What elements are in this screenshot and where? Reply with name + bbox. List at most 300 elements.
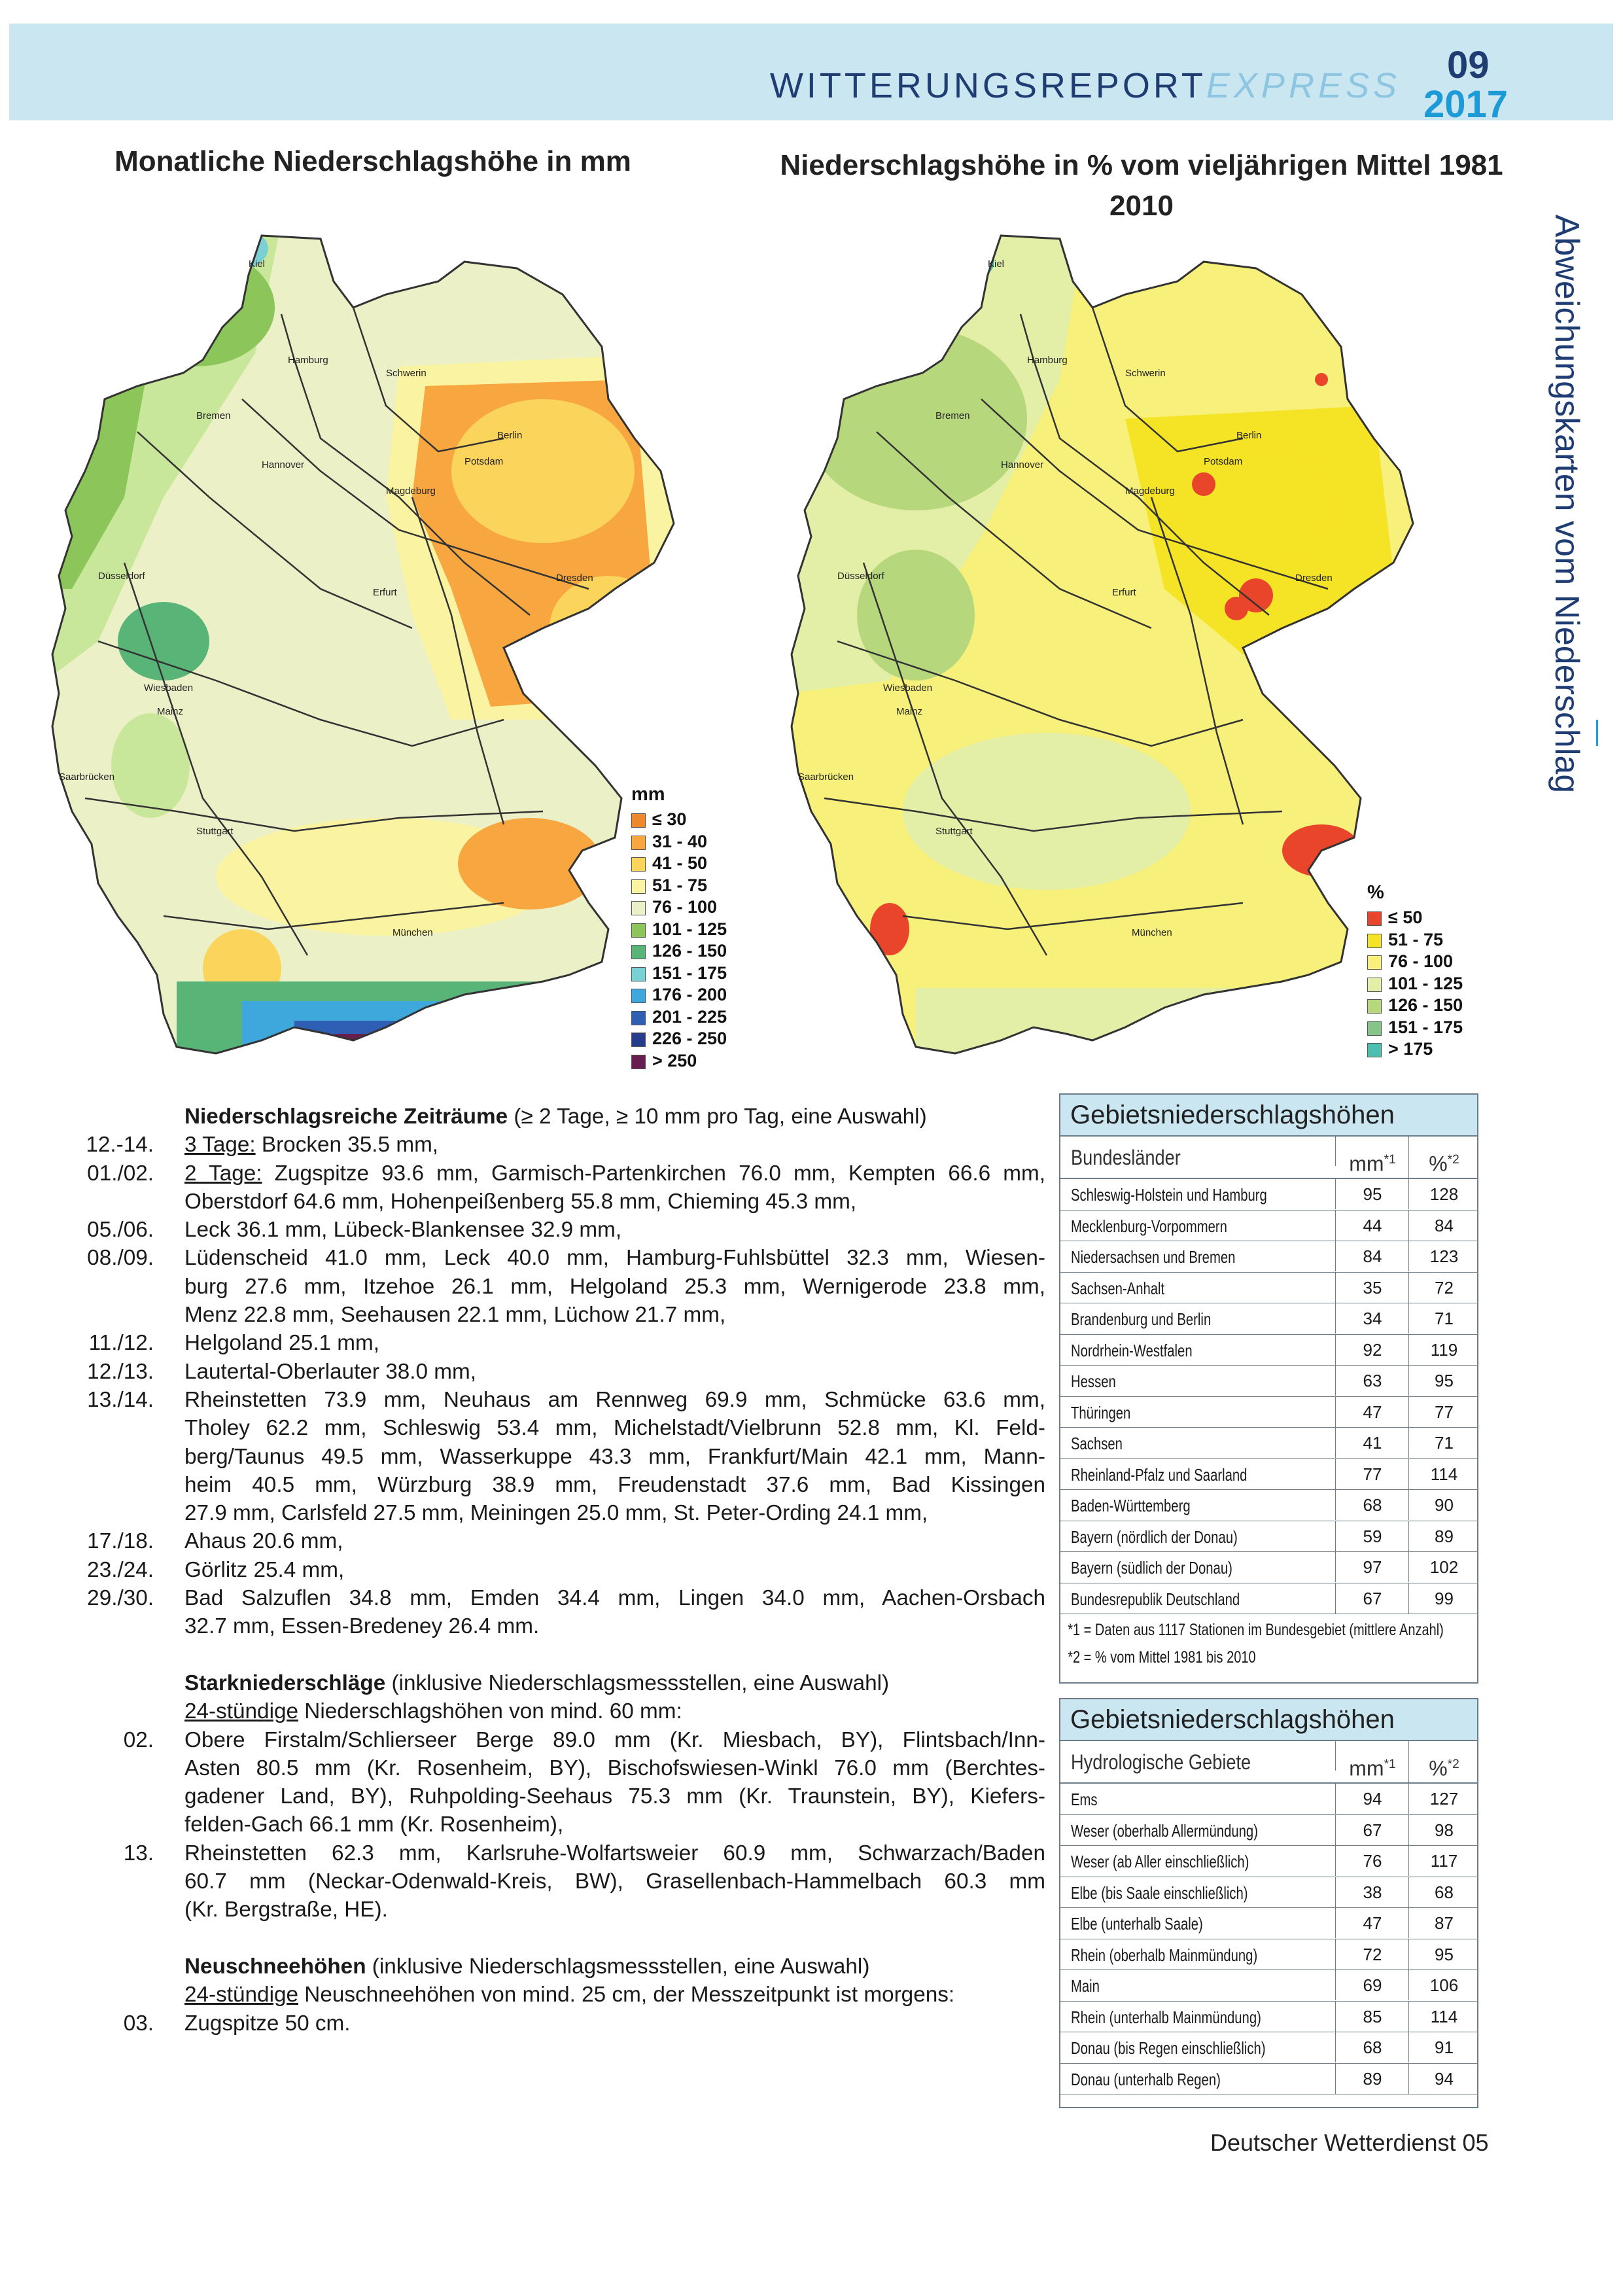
report-line-content: 60.7 mm (Neckar-Odenwald-Kreis, BW), Grasellenbach-Hammelbach 60.3 mm bbox=[184, 1869, 1045, 1894]
report-line bbox=[39, 1216, 1047, 1244]
table-cell-percent: 68 bbox=[1408, 1877, 1479, 1907]
report-line bbox=[39, 1726, 1047, 1754]
report-line-text bbox=[184, 1414, 1045, 1442]
report-line-date: 11./12. bbox=[88, 1331, 154, 1356]
table-cell-percent: 106 bbox=[1408, 1970, 1479, 2000]
table-cell-percent: 102 bbox=[1408, 1552, 1479, 1582]
table-row bbox=[1060, 1877, 1477, 1909]
legend-mm-swatch bbox=[631, 923, 646, 938]
report-line-content: 32.7 mm, Essen-Bredeney 26.4 mm. bbox=[184, 1614, 540, 1639]
table-cell-name: Bayern (südlich der Donau) bbox=[1071, 1558, 1232, 1578]
sidebar-title bbox=[1534, 190, 1599, 818]
report-line bbox=[39, 1159, 1047, 1188]
table-cell-mm: 89 bbox=[1335, 2064, 1409, 2094]
report-line-content: Tholey 62.2 mm, Schleswig 53.4 mm, Michelstadt/Vielbrunn 52.8 mm, Kl. Feld- bbox=[184, 1416, 1045, 1441]
col-mm-label: mm bbox=[1349, 1152, 1384, 1176]
table-states bbox=[1059, 1093, 1478, 1684]
report-line-content: Ahaus 20.6 mm, bbox=[184, 1529, 343, 1554]
report-line bbox=[39, 1839, 1047, 1867]
city-label-wiesbaden: Wiesbaden bbox=[144, 682, 194, 694]
table-cell-name: Brandenburg und Berlin bbox=[1071, 1309, 1212, 1329]
legend-mm-label: 41 - 50 bbox=[652, 853, 708, 873]
col-percent-label: % bbox=[1429, 1756, 1448, 1780]
legend-percent-unit: % bbox=[1367, 882, 1384, 903]
city-label-berlin: Berlin bbox=[1236, 430, 1262, 441]
report-line-text bbox=[184, 1471, 1045, 1499]
table-basins-col-name: Hydrologische Gebiete bbox=[1071, 1750, 1251, 1774]
page-footer: Deutscher Wetterdienst 05 bbox=[1210, 2129, 1489, 2156]
precipitation-map-mm bbox=[46, 222, 713, 1073]
report-line-text bbox=[184, 1159, 1045, 1188]
city-label-hamburg: Hamburg bbox=[288, 355, 328, 366]
table-cell-percent: 94 bbox=[1408, 2064, 1479, 2094]
map-left-title: Monatliche Niederschlagshöhe in mm bbox=[114, 145, 631, 177]
table-cell-name: Hessen bbox=[1071, 1371, 1116, 1391]
col-mm-footnote: *1 bbox=[1384, 1153, 1396, 1167]
report-line-text bbox=[184, 1329, 1045, 1357]
legend-percent-swatch bbox=[1367, 1043, 1382, 1057]
legend-percent-label: 126 - 150 bbox=[1388, 995, 1463, 1015]
legend-mm-label: 31 - 40 bbox=[652, 831, 708, 851]
table-cell-percent: 84 bbox=[1408, 1210, 1479, 1241]
report-line-content: Rheinstetten 73.9 mm, Neuhaus am Rennweg 69.9 mm, Schmücke 63.6 mm, bbox=[184, 1387, 1045, 1412]
table-cell-name: Thüringen bbox=[1071, 1402, 1131, 1422]
table-cell-name: Niedersachsen und Bremen bbox=[1071, 1247, 1236, 1267]
report-line bbox=[39, 1471, 1047, 1499]
city-label-duesseldorf: Düsseldorf bbox=[837, 571, 884, 582]
report-line bbox=[39, 1131, 1047, 1159]
section-heading-heavy-precip bbox=[39, 1669, 1047, 1697]
report-line-text bbox=[184, 1527, 1045, 1555]
city-label-wiesbaden: Wiesbaden bbox=[883, 682, 933, 694]
legend-mm-label: 51 - 75 bbox=[652, 875, 708, 895]
table-cell-percent: 114 bbox=[1408, 1459, 1479, 1489]
table-cell-percent: 71 bbox=[1408, 1303, 1479, 1333]
table-row bbox=[1060, 1241, 1477, 1273]
issue-year: 2017 bbox=[1423, 83, 1509, 126]
table-cell-mm: 47 bbox=[1335, 1397, 1409, 1427]
report-line-content: Brocken 35.5 mm, bbox=[255, 1133, 439, 1157]
table-states-col-percent bbox=[1408, 1137, 1479, 1178]
table-row bbox=[1060, 1583, 1477, 1615]
report-line-content: heim 40.5 mm, Würzburg 38.9 mm, Freudenstadt 37.6 mm, Bad Kissingen bbox=[184, 1472, 1045, 1497]
table-cell-percent: 127 bbox=[1408, 1784, 1479, 1814]
report-line-date: 05./06. bbox=[87, 1218, 154, 1243]
report-line bbox=[39, 1244, 1047, 1272]
subheading-heavy-precip bbox=[39, 1697, 1047, 1725]
legend-percent-item bbox=[1367, 1017, 1498, 1040]
table-row bbox=[1060, 2002, 1477, 2033]
table-cell-percent: 114 bbox=[1408, 2002, 1479, 2032]
table-cell-percent: 89 bbox=[1408, 1521, 1479, 1551]
report-line-content: Asten 80.5 mm (Kr. Rosenheim, BY), Bischofswiesen-Winkl 76.0 mm (Berchtes- bbox=[184, 1756, 1045, 1780]
report-line-content: Oberstdorf 64.6 mm, Hohenpeißenberg 55.8 mm, Chieming 45.3 mm, bbox=[184, 1189, 857, 1214]
legend-mm-swatch bbox=[631, 1055, 646, 1069]
table-cell-mm: 97 bbox=[1335, 1552, 1409, 1582]
legend-mm-label: 201 - 225 bbox=[652, 1006, 727, 1027]
table-cell-percent: 128 bbox=[1408, 1179, 1479, 1209]
table-states-note-1: *1 = Daten aus 1117 Stationen im Bundesgebiet (mittlere Anzahl) bbox=[1068, 1621, 1444, 1639]
heading-new-snow: Neuschneehöhen bbox=[184, 1954, 366, 1979]
city-label-hannover: Hannover bbox=[1001, 459, 1044, 470]
legend-mm-item bbox=[631, 919, 762, 942]
report-line-text bbox=[184, 1782, 1045, 1810]
precipitation-map-percent bbox=[785, 222, 1439, 1073]
table-row bbox=[1060, 2032, 1477, 2064]
report-line bbox=[39, 1612, 1047, 1640]
table-cell-name: Rhein (oberhalb Mainmündung) bbox=[1071, 1945, 1258, 1965]
map-right-title: Niederschlagshöhe in % vom vieljährigen Mittel 1981 2010 bbox=[780, 149, 1503, 222]
report-line-date: 01./02. bbox=[87, 1161, 154, 1186]
report-line bbox=[39, 1896, 1047, 1924]
city-label-berlin: Berlin bbox=[497, 430, 523, 441]
table-cell-name: Weser (oberhalb Allermündung) bbox=[1071, 1820, 1258, 1841]
table-cell-name: Rheinland-Pfalz und Saarland bbox=[1071, 1464, 1248, 1485]
table-river-basins bbox=[1059, 1698, 1478, 2108]
report-line-text bbox=[184, 1584, 1045, 1612]
legend-mm-swatch bbox=[631, 857, 646, 872]
sidebar-marker bbox=[1596, 720, 1598, 746]
subheading-new-snow-rest: Neuschneehöhen von mind. 25 cm, der Messzeitpunkt ist morgens: bbox=[298, 1983, 955, 2007]
report-line-text bbox=[184, 1726, 1045, 1754]
report-line-text bbox=[184, 1244, 1045, 1272]
report-line-date: 02. bbox=[123, 1727, 154, 1752]
table-cell-mm: 68 bbox=[1335, 2032, 1409, 2062]
table-cell-percent: 119 bbox=[1408, 1335, 1479, 1365]
city-label-muenchen: München bbox=[393, 927, 433, 938]
table-cell-percent: 91 bbox=[1408, 2032, 1479, 2062]
report-line-date: 29./30. bbox=[87, 1586, 154, 1611]
legend-mm-item bbox=[631, 809, 762, 832]
city-label-dresden: Dresden bbox=[1295, 573, 1333, 584]
table-cell-name: Sachsen-Anhalt bbox=[1071, 1278, 1165, 1298]
report-line bbox=[39, 1188, 1047, 1216]
report-line bbox=[39, 1358, 1047, 1386]
city-label-magdeburg: Magdeburg bbox=[1125, 486, 1175, 497]
report-line bbox=[39, 1527, 1047, 1555]
city-label-erfurt: Erfurt bbox=[1112, 587, 1136, 598]
table-cell-name: Sachsen bbox=[1071, 1434, 1123, 1453]
table-cell-percent: 95 bbox=[1408, 1366, 1479, 1396]
table-states-col-mm bbox=[1335, 1137, 1409, 1176]
report-line-content: Menz 22.8 mm, Seehausen 22.1 mm, Lüchow 21.7 mm, bbox=[184, 1303, 726, 1328]
table-basins-col-percent bbox=[1408, 1741, 1479, 1782]
legend-mm-swatch bbox=[631, 836, 646, 850]
table-cell-mm: 59 bbox=[1335, 1521, 1409, 1551]
legend-mm-swatch bbox=[631, 945, 646, 959]
col-mm-footnote: *1 bbox=[1384, 1757, 1396, 1771]
legend-mm-swatch bbox=[631, 813, 646, 828]
legend-percent-swatch bbox=[1367, 934, 1382, 948]
table-cell-name: Schleswig-Holstein und Hamburg bbox=[1071, 1185, 1267, 1205]
report-line-text bbox=[184, 1131, 1045, 1159]
table-cell-mm: 68 bbox=[1335, 1490, 1409, 1520]
legend-percent-swatch bbox=[1367, 978, 1382, 992]
table-cell-name: Nordrhein-Westfalen bbox=[1071, 1340, 1193, 1360]
table-cell-mm: 94 bbox=[1335, 1784, 1409, 1814]
legend-percent bbox=[1367, 882, 1498, 1061]
table-basins-header bbox=[1060, 1741, 1477, 1784]
report-line-content: (Kr. Bergstraße, HE). bbox=[184, 1898, 388, 1922]
report-line-date: 17./18. bbox=[87, 1529, 154, 1554]
city-label-schwerin: Schwerin bbox=[1125, 368, 1166, 379]
table-cell-name: Bayern (nördlich der Donau) bbox=[1071, 1527, 1238, 1547]
legend-mm-item bbox=[631, 1007, 762, 1029]
subheading-new-snow-underlined: 24-stündige bbox=[184, 1983, 299, 2007]
legend-mm-label: 226 - 250 bbox=[652, 1029, 727, 1048]
col-percent-footnote: *2 bbox=[1447, 1153, 1459, 1167]
report-line-text bbox=[184, 1754, 1045, 1782]
precipitation-map-percent-svg bbox=[785, 222, 1439, 1073]
city-label-dresden: Dresden bbox=[556, 573, 593, 584]
report-line-content: Obere Firstalm/Schlierseer Berge 89.0 mm (Kr. Miesbach, BY), Flintsbach/Inn- bbox=[184, 1727, 1045, 1752]
heading-heavy-precip-note: (inklusive Niederschlagsmessstellen, eine Auswahl) bbox=[385, 1670, 890, 1695]
table-cell-name: Weser (ab Aller einschließlich) bbox=[1071, 1852, 1249, 1871]
table-row bbox=[1060, 1815, 1477, 1846]
table-row bbox=[1060, 1273, 1477, 1304]
city-label-bremen: Bremen bbox=[196, 410, 231, 421]
report-line bbox=[39, 1867, 1047, 1896]
table-cell-percent: 95 bbox=[1408, 1939, 1479, 1969]
city-label-hannover: Hannover bbox=[262, 459, 305, 470]
table-cell-mm: 85 bbox=[1335, 2002, 1409, 2032]
legend-mm-label: 101 - 125 bbox=[652, 919, 727, 939]
legend-percent-item bbox=[1367, 1039, 1498, 1061]
report-line bbox=[39, 1782, 1047, 1810]
table-cell-mm: 41 bbox=[1335, 1428, 1409, 1458]
precipitation-report-text bbox=[39, 1103, 1047, 2038]
table-row bbox=[1060, 1210, 1477, 1242]
legend-percent-label: 101 - 125 bbox=[1388, 973, 1463, 993]
table-cell-percent: 87 bbox=[1408, 1908, 1479, 1938]
report-line bbox=[39, 1556, 1047, 1584]
legend-mm-swatch bbox=[631, 1033, 646, 1047]
table-cell-mm: 47 bbox=[1335, 1908, 1409, 1938]
table-row bbox=[1060, 1908, 1477, 1939]
report-line-content: Zugspitze 93.6 mm, Garmisch-Partenkirchen 76.0 mm, Kempten 66.6 mm, bbox=[262, 1161, 1045, 1186]
city-label-magdeburg: Magdeburg bbox=[386, 486, 436, 497]
legend-percent-label: ≤ 50 bbox=[1388, 908, 1423, 927]
subheading-heavy-precip-underlined: 24-stündige bbox=[184, 1699, 299, 1724]
table-row bbox=[1060, 1397, 1477, 1428]
table-cell-mm: 76 bbox=[1335, 1846, 1409, 1876]
table-cell-percent: 71 bbox=[1408, 1428, 1479, 1458]
table-cell-mm: 84 bbox=[1335, 1241, 1409, 1271]
heading-heavy-precip: Starkniederschläge bbox=[184, 1670, 386, 1695]
report-line-content: Lüdenscheid 41.0 mm, Leck 40.0 mm, Hamburg-Fuhlsbüttel 32.3 mm, Wiesen- bbox=[184, 1246, 1045, 1271]
table-cell-percent: 117 bbox=[1408, 1846, 1479, 1876]
table-row bbox=[1060, 1521, 1477, 1553]
report-line-text bbox=[184, 1301, 1045, 1329]
report-line-text bbox=[184, 1499, 1045, 1527]
report-line-content: Leck 36.1 mm, Lübeck-Blankensee 32.9 mm, bbox=[184, 1218, 622, 1243]
legend-mm bbox=[631, 784, 762, 1072]
city-label-stuttgart: Stuttgart bbox=[196, 826, 234, 837]
legend-percent-item bbox=[1367, 908, 1498, 930]
table-row bbox=[1060, 1970, 1477, 2002]
report-line-content: Görlitz 25.4 mm, bbox=[184, 1557, 345, 1582]
report-line-duration: 2 Tage: bbox=[184, 1161, 262, 1186]
report-line-date: 08./09. bbox=[87, 1246, 154, 1271]
table-row bbox=[1060, 1459, 1477, 1491]
report-line-date: 12./13. bbox=[87, 1359, 154, 1384]
table-row bbox=[1060, 1552, 1477, 1583]
report-line-content: burg 27.6 mm, Itzehoe 26.1 mm, Helgoland 25.3 mm, Wernigerode 23.8 mm, bbox=[184, 1274, 1045, 1299]
table-cell-name: Main bbox=[1071, 1976, 1100, 1996]
table-cell-mm: 34 bbox=[1335, 1303, 1409, 1333]
table-states-header bbox=[1060, 1137, 1477, 1179]
table-cell-mm: 35 bbox=[1335, 1273, 1409, 1303]
legend-mm-label: > 250 bbox=[652, 1050, 697, 1070]
legend-percent-item bbox=[1367, 995, 1498, 1017]
table-cell-name: Baden-Württemberg bbox=[1071, 1496, 1191, 1515]
legend-mm-swatch bbox=[631, 1011, 646, 1025]
table-cell-mm: 38 bbox=[1335, 1877, 1409, 1907]
table-states-col-name: Bundesländer bbox=[1071, 1146, 1181, 1169]
table-cell-percent: 90 bbox=[1408, 1490, 1479, 1520]
table-row bbox=[1060, 1335, 1477, 1366]
col-percent-footnote: *2 bbox=[1447, 1757, 1459, 1771]
table-cell-mm: 77 bbox=[1335, 1459, 1409, 1489]
report-line-text bbox=[184, 1273, 1045, 1301]
city-label-saarbruecken: Saarbrücken bbox=[59, 771, 115, 783]
city-label-hamburg: Hamburg bbox=[1027, 355, 1068, 366]
legend-mm-item bbox=[631, 1029, 762, 1051]
city-label-erfurt: Erfurt bbox=[373, 587, 397, 598]
legend-percent-swatch bbox=[1367, 1021, 1382, 1036]
legend-mm-label: 126 - 150 bbox=[652, 941, 727, 961]
city-label-potsdam: Potsdam bbox=[464, 456, 504, 467]
table-cell-name: Donau (bis Regen einschließlich) bbox=[1071, 2038, 1266, 2058]
table-states-note-2: *2 = % vom Mittel 1981 bis 2010 bbox=[1068, 1648, 1256, 1667]
city-label-schwerin: Schwerin bbox=[386, 368, 427, 379]
heading-precip-periods: Niederschlagsreiche Zeiträume bbox=[184, 1104, 508, 1129]
table-row bbox=[1060, 1490, 1477, 1521]
city-label-stuttgart: Stuttgart bbox=[935, 826, 973, 837]
subheading-heavy-precip-rest: Niederschlagshöhen von mind. 60 mm: bbox=[298, 1699, 682, 1724]
report-line-content: 27.9 mm, Carlsfeld 27.5 mm, Meiningen 25.0 mm, St. Peter-Ording 24.1 mm, bbox=[184, 1501, 928, 1526]
table-cell-percent: 72 bbox=[1408, 1273, 1479, 1303]
legend-mm-swatch bbox=[631, 879, 646, 894]
city-label-kiel: Kiel bbox=[988, 258, 1005, 270]
report-line-date: 13. bbox=[123, 1841, 154, 1865]
report-line-text bbox=[184, 1216, 1045, 1244]
report-line-content: Lautertal-Oberlauter 38.0 mm, bbox=[184, 1359, 477, 1384]
legend-percent-swatch bbox=[1367, 911, 1382, 926]
city-label-duesseldorf: Düsseldorf bbox=[98, 571, 145, 582]
precipitation-map-mm-svg bbox=[46, 222, 713, 1073]
report-line-text bbox=[184, 1556, 1045, 1584]
table-cell-mm: 69 bbox=[1335, 1970, 1409, 2000]
legend-mm-label: 176 - 200 bbox=[652, 985, 727, 1004]
table-cell-percent: 99 bbox=[1408, 1583, 1479, 1614]
report-line-text bbox=[184, 2009, 1045, 2038]
sidebar-title-text: Abweichungskarten vom Niederschlag bbox=[1548, 214, 1586, 794]
section-heading-precip-periods bbox=[39, 1103, 1047, 1131]
table-cell-mm: 63 bbox=[1335, 1366, 1409, 1396]
legend-mm-item bbox=[631, 832, 762, 854]
legend-mm-label: ≤ 30 bbox=[652, 809, 687, 829]
legend-percent-item bbox=[1367, 951, 1498, 974]
report-line bbox=[39, 1443, 1047, 1471]
table-cell-name: Elbe (bis Saale einschließlich) bbox=[1071, 1882, 1248, 1903]
city-label-mainz: Mainz bbox=[896, 706, 923, 717]
report-line bbox=[39, 1273, 1047, 1301]
table-row bbox=[1060, 1366, 1477, 1397]
table-cell-mm: 67 bbox=[1335, 1815, 1409, 1845]
city-label-kiel: Kiel bbox=[249, 258, 266, 270]
report-title-suffix: EXPRESS bbox=[1206, 66, 1401, 105]
report-line-text bbox=[184, 1839, 1045, 1867]
legend-mm-label: 151 - 175 bbox=[652, 963, 727, 983]
report-line-text bbox=[184, 1896, 1045, 1924]
subheading-new-snow bbox=[39, 1981, 1047, 2009]
legend-mm-item bbox=[631, 875, 762, 898]
report-line bbox=[39, 1386, 1047, 1414]
report-line-text bbox=[184, 1188, 1045, 1216]
legend-mm-item bbox=[631, 941, 762, 963]
report-line bbox=[39, 1329, 1047, 1357]
report-line-content: felden-Gach 66.1 mm (Kr. Rosenheim), bbox=[184, 1812, 564, 1837]
table-cell-name: Elbe (unterhalb Saale) bbox=[1071, 1914, 1203, 1934]
report-line bbox=[39, 1414, 1047, 1442]
table-cell-percent: 123 bbox=[1408, 1241, 1479, 1271]
table-cell-mm: 72 bbox=[1335, 1939, 1409, 1969]
report-line bbox=[39, 1584, 1047, 1612]
table-row bbox=[1060, 1846, 1477, 1877]
report-line-date: 12.-14. bbox=[86, 1133, 154, 1157]
legend-mm-unit: mm bbox=[631, 784, 665, 805]
report-line-content: gadener Land, BY), Ruhpolding-Seehaus 75.3 mm (Kr. Traunstein, BY), Kiefers- bbox=[184, 1784, 1045, 1809]
report-line-text bbox=[184, 1386, 1045, 1414]
legend-percent-swatch bbox=[1367, 999, 1382, 1014]
legend-percent-item bbox=[1367, 974, 1498, 996]
legend-mm-item bbox=[631, 897, 762, 919]
table-row bbox=[1060, 1428, 1477, 1459]
report-line-duration: 3 Tage: bbox=[184, 1133, 256, 1157]
report-line-date: 13./14. bbox=[87, 1387, 154, 1412]
report-line-content: Zugspitze 50 cm. bbox=[184, 2011, 351, 2036]
table-basins-col-mm bbox=[1335, 1741, 1409, 1780]
report-line bbox=[39, 1754, 1047, 1782]
report-line-content: Helgoland 25.1 mm, bbox=[184, 1331, 379, 1356]
col-mm-label: mm bbox=[1349, 1756, 1384, 1780]
report-line bbox=[39, 1499, 1047, 1527]
legend-mm-item bbox=[631, 1051, 762, 1073]
table-cell-mm: 44 bbox=[1335, 1210, 1409, 1241]
report-title-main: WITTERUNGSREPORT bbox=[769, 66, 1206, 105]
report-line-date: 03. bbox=[123, 2011, 154, 2036]
report-line-content: Rheinstetten 62.3 mm, Karlsruhe-Wolfartsweier 60.9 mm, Schwarzach/Baden bbox=[184, 1841, 1045, 1865]
legend-mm-item bbox=[631, 853, 762, 875]
table-cell-percent: 98 bbox=[1408, 1815, 1479, 1845]
legend-mm-swatch bbox=[631, 967, 646, 981]
legend-mm-label: 76 - 100 bbox=[652, 897, 718, 917]
table-basins-title: Gebietsniederschlagshöhen bbox=[1060, 1699, 1477, 1741]
legend-percent-swatch bbox=[1367, 955, 1382, 970]
city-label-muenchen: München bbox=[1132, 927, 1172, 938]
report-line bbox=[39, 1810, 1047, 1839]
table-cell-percent: 77 bbox=[1408, 1397, 1479, 1427]
table-row bbox=[1060, 1303, 1477, 1335]
heading-new-snow-note: (inklusive Niederschlagsmessstellen, eine Auswahl) bbox=[366, 1954, 870, 1979]
report-line-text bbox=[184, 1443, 1045, 1471]
table-row bbox=[1060, 1939, 1477, 1971]
report-title bbox=[770, 65, 1401, 106]
legend-percent-item bbox=[1367, 930, 1498, 952]
report-line bbox=[39, 1301, 1047, 1329]
city-label-bremen: Bremen bbox=[935, 410, 970, 421]
